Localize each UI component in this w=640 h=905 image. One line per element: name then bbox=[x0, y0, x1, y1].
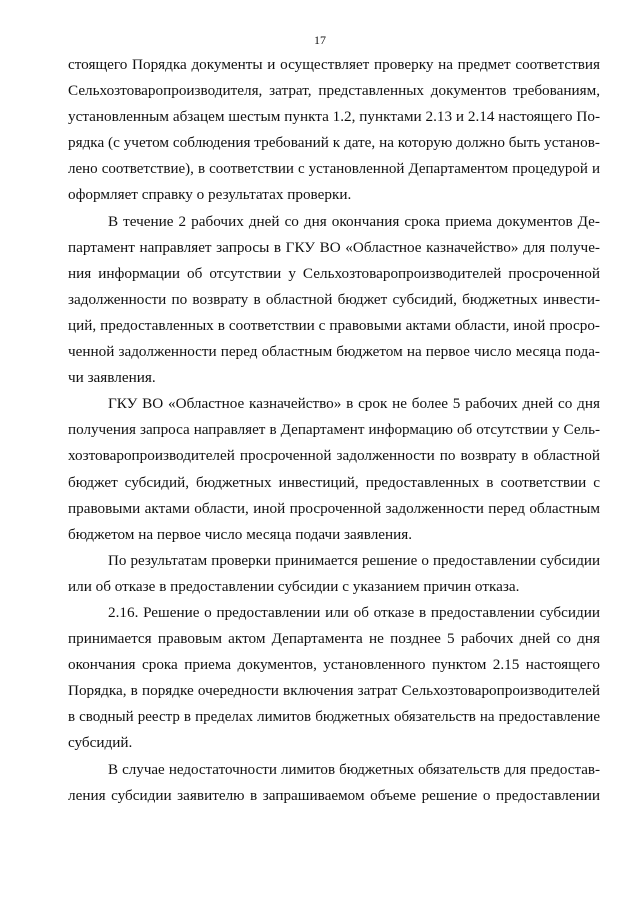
text-line: бюджет субсидий, бюджетных инвестиций, предоставленных в соответствии с bbox=[68, 473, 600, 491]
text-line: ния информации об отсутствии у Сельхозтоваропроизводителей просроченной bbox=[68, 264, 600, 282]
text-line: чи заявления. bbox=[68, 369, 156, 387]
text-line: бюджетом на первое число месяца подачи заявления. bbox=[68, 525, 413, 543]
text-line: По результатам проверки принимается решение о предоставлении субсидии bbox=[108, 552, 600, 569]
text-line: лено соответствие), в соответствии с установленной Департаментом процедурой и bbox=[68, 161, 600, 178]
text-line: или об отказе в предоставлении субсидии с указанием причин отказа. bbox=[68, 577, 520, 595]
text-line: партамент направляет запросы в ГКУ ВО «Областное казначейство» для получе- bbox=[68, 238, 600, 256]
text-line: окончания срока приема документов, установленного пунктом 2.15 настоящего bbox=[68, 656, 600, 674]
text-line: в сводный реестр в пределах лимитов бюджетных обязательств на предоставление bbox=[68, 709, 600, 726]
text-line: ченной задолженности перед областным бюджетом на первое число месяца пода- bbox=[68, 343, 600, 361]
text-line: В случае недостаточности лимитов бюджетных обязательств для предостав- bbox=[108, 761, 600, 778]
text-line: ления субсидии заявителю в запрашиваемом объеме решение о предоставлении bbox=[68, 786, 600, 804]
text-line: рядка (с учетом соблюдения требований к дате, на которую должно быть установ- bbox=[68, 134, 600, 152]
document-body bbox=[68, 52, 600, 809]
text-line: 2.16. Решение о предоставлении или об отказе в предоставлении субсидии bbox=[108, 603, 600, 621]
text-line: установленным абзацем шестым пункта 1.2, пунктами 2.13 и 2.14 настоящего По- bbox=[68, 108, 600, 126]
text-line: Сельхозтоваропроизводителя, затрат, представленных документов требованиям, bbox=[68, 82, 600, 100]
text-line: правовыми актами области, иной просроченной задолженности перед областным bbox=[68, 499, 600, 517]
page-number: 17 bbox=[314, 33, 326, 47]
text-line: В течение 2 рабочих дней со дня окончания срока приема документов Де- bbox=[108, 212, 600, 230]
text-line: ций, предоставленных в соответствии с правовыми актами области, иной просро- bbox=[68, 316, 600, 334]
text-line: стоящего Порядка документы и осуществляет проверку на предмет соответствия bbox=[68, 56, 600, 73]
text-line: ГКУ ВО «Областное казначейство» в срок не более 5 рабочих дней со дня bbox=[108, 395, 600, 413]
text-line: принимается правовым актом Департамента не позднее 5 рабочих дней со дня bbox=[68, 630, 600, 648]
text-line: субсидий. bbox=[68, 734, 133, 752]
text-line: Порядка, в порядке очередности включения затрат Сельхозтоваропроизводителей bbox=[68, 682, 600, 700]
text-line: хозтоваропроизводителей просроченной задолженности по возврату в областной bbox=[68, 447, 600, 465]
text-line: получения запроса направляет в Департамент информацию об отсутствии у Сель- bbox=[68, 422, 600, 439]
text-line: задолженности по возврату в областной бюджет субсидий, бюджетных инвести- bbox=[68, 290, 600, 308]
text-line: оформляет справку о результатах проверки. bbox=[68, 186, 352, 204]
